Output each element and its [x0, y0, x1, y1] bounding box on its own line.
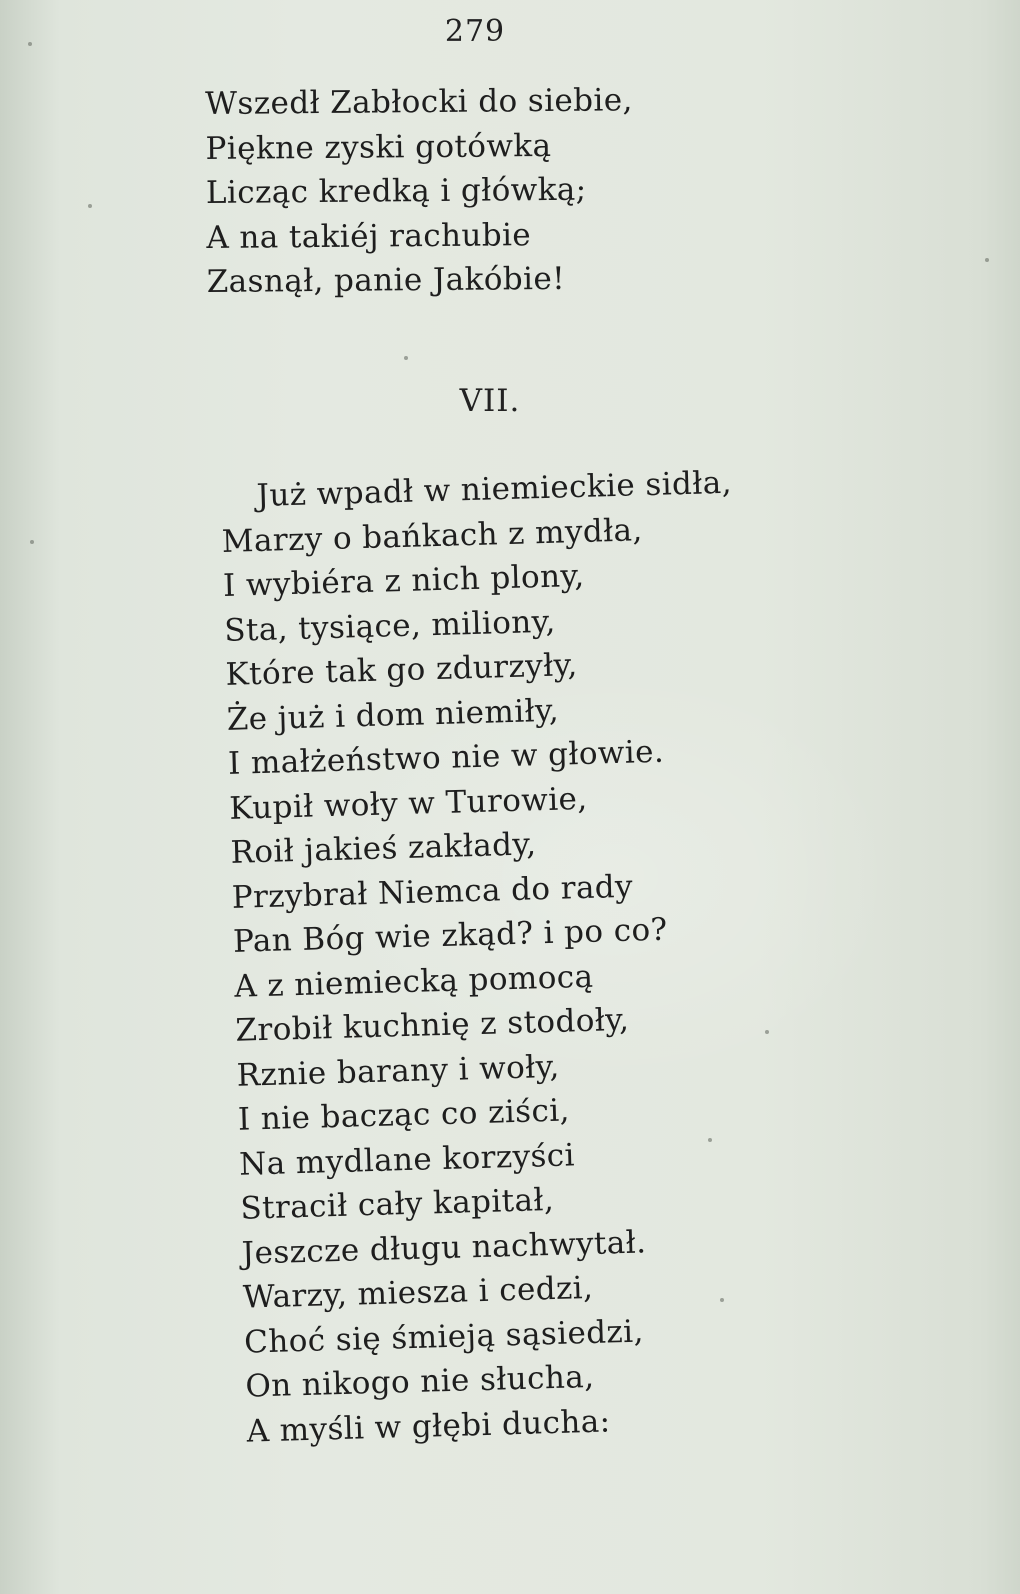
- paper-speck: [28, 42, 32, 46]
- verse-line: Choć się śmieją sąsiedzi,: [243, 1313, 645, 1361]
- paper-speck: [30, 540, 34, 544]
- verse-line: Piękne zyski gotówką: [205, 127, 552, 167]
- verse-line: I nie bacząc co ziści,: [237, 1092, 571, 1138]
- verse-line: Na mydlane korzyści: [238, 1136, 576, 1183]
- paper-speck: [404, 356, 408, 360]
- verse-line: Kupił woły w Turowie,: [228, 780, 588, 827]
- verse-line: Rznie barany i woły,: [236, 1048, 561, 1094]
- verse-line: Roił jakieś zakłady,: [230, 826, 537, 871]
- paper-speck: [88, 204, 92, 208]
- verse-line: A myśli w głębi ducha:: [246, 1402, 611, 1450]
- verse-line: Że już i dom niemiły,: [226, 692, 560, 738]
- verse-line: Sta, tysiące, miliony,: [223, 603, 557, 649]
- verse-line: Zrobił kuchnię z stodoły,: [235, 1001, 630, 1049]
- verse-line: A z niemiecką pomocą: [233, 958, 594, 1005]
- verse-line: Stracił cały kapitał,: [239, 1181, 555, 1227]
- paper-speck: [985, 258, 989, 262]
- verse-line: Przybrał Niemca do rady: [231, 868, 634, 916]
- verse-line: Jeszcze długu nachwytał.: [241, 1223, 647, 1272]
- verse-line: Marzy o bańkach z mydła,: [221, 511, 644, 560]
- verse-line: Już wpadł w niemieckie sidła,: [256, 464, 733, 514]
- page-number: 279: [444, 14, 506, 49]
- verse-line: Które tak go zdurzyły,: [225, 647, 579, 693]
- verse-line: I małżeństwo nie w głowie.: [227, 733, 665, 782]
- verse-line: I wybiéra z nich plony,: [222, 557, 585, 604]
- section-heading: VII.: [459, 383, 521, 419]
- verse-line: On nikogo nie słucha,: [244, 1358, 595, 1405]
- verse-line: Licząc kredką i główką;: [205, 171, 587, 211]
- paper-speck: [765, 1030, 769, 1034]
- verse-line: A na takiéj rachubie: [206, 216, 532, 256]
- paper-speck: [708, 1138, 712, 1142]
- stanza-2: [220, 461, 759, 1454]
- stanza-1: [205, 78, 635, 304]
- verse-line: Zasnął, panie Jakóbie!: [206, 260, 566, 300]
- paper-speck: [720, 1298, 724, 1302]
- verse-line: Warzy, miesza i cedzi,: [242, 1269, 594, 1316]
- verse-line: Wszedł Zabłocki do siebie,: [205, 82, 633, 122]
- verse-line: Pan Bóg wie zkąd? i po co?: [232, 911, 669, 960]
